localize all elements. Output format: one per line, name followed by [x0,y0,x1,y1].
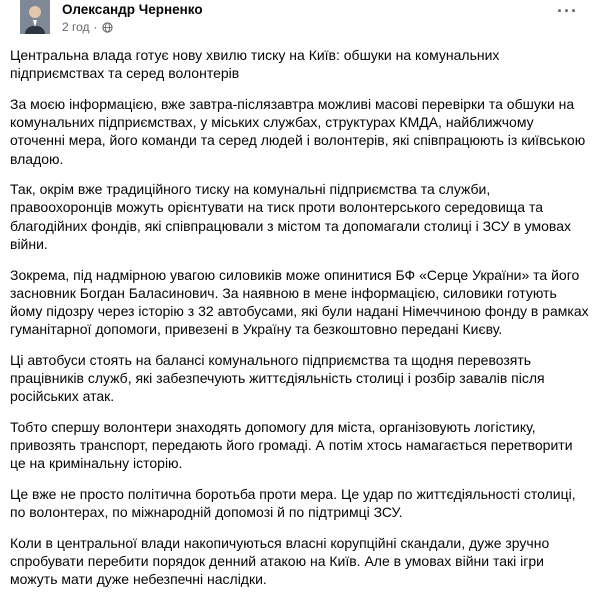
avatar[interactable] [20,0,50,34]
post-paragraph-4: Зокрема, під надмірною увагою силовиків може опинитися БФ «Серце України» та його засновник Богдан Баласинович. За наявною в мене інформацією, силовики готують йому підозру через історію з 32 автобусами, які були надані Німеччиною фонду в рамках гуманітарної допомоги, привезені в Україну та безкоштовно передані Києву. [10,266,589,338]
post-body [10,46,590,601]
post-time[interactable]: 2 год [62,20,90,34]
post-paragraph-3: Так, окрім вже традиційного тиску на комунальні підприємства та служби, правоохоронців можуть орієнтувати на тиск проти волонтерського середовища та благодійних фондів, які співпрацювали з містом та допомагали столиці і ЗСУ в умовах війни. [10,181,571,252]
globe-icon [102,22,113,33]
post-paragraph-2: За моєю інформацією, вже завтра-післязавтра можливі масові перевірки та обшуки на комунальних підприємствах, у міських службах, структурах КМДА, найближчому оточенні мера, його команди та серед людей і волонтерів, які співпрацюють із київською владою. [10,95,586,167]
more-options-icon[interactable]: ··· [557,1,578,21]
post-paragraph-6: Тобто спершу волонтери знаходять допомогу для міста, організовують логістику, привозять транспорт, передають його громаді. А потім хтось намагається перетворити це на кримінальну історію. [10,418,573,472]
post-paragraph-1: Центральна влада готує нову хвилю тиску на Київ: обшуки на комунальних підприємствах та серед волонтерів [10,47,500,82]
post-header [10,0,590,46]
post-paragraph-5: Ці автобуси стоять на балансі комунального підприємства та щодня перевозять працівників служб, які забезпечують життєдіяльність столиці і розбір завалів після російських атак. [10,351,545,405]
author-name[interactable]: Олександр Черненко [62,2,203,17]
post-meta: 2 год · [62,20,113,34]
post-paragraph-7: Це вже не просто політична боротьба проти мера. Це удар по життєдіяльності столиці, по волонтерах, по міжнародній допомозі й по підтримці ЗСУ. [10,486,576,521]
post-paragraph-8: Коли в центральної влади накопичуються власні корупційні скандали, дуже зручно спробувати перебити порядок денний атакою на Київ. Але в умовах війни такі ігри можуть мати дуже небезпечні наслідки. [10,534,550,588]
